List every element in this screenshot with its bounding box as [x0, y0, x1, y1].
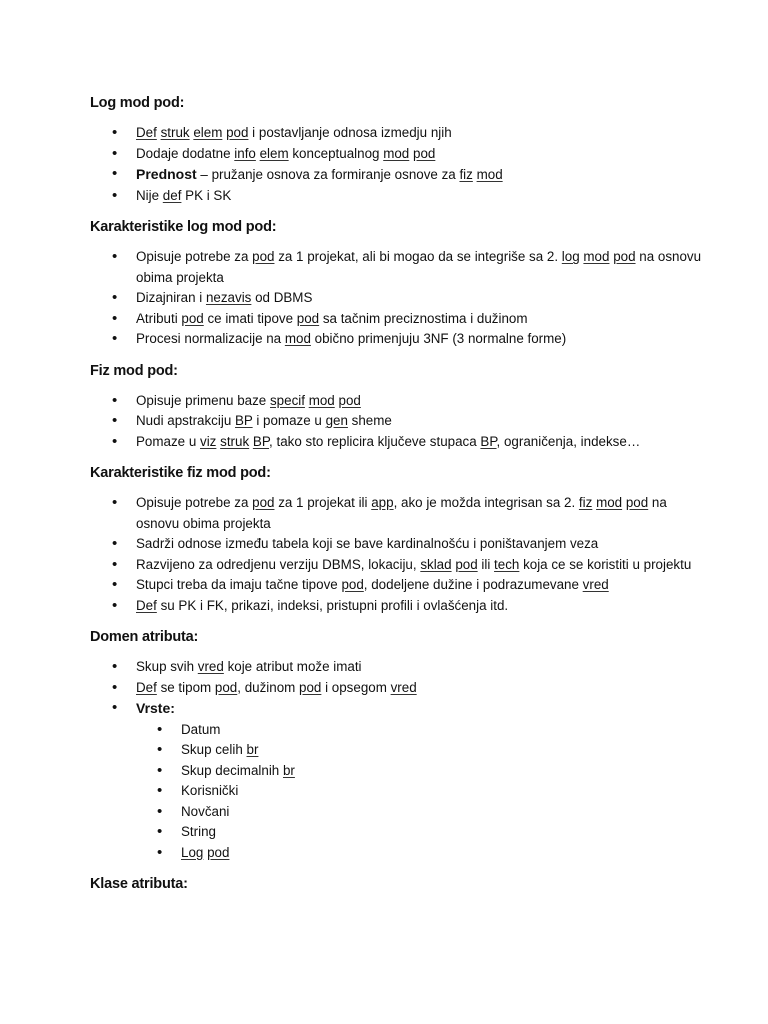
- bullet-list: [90, 493, 708, 616]
- abbreviation: mod: [383, 145, 410, 161]
- text-run: Atributi: [136, 310, 182, 326]
- abbreviation: pod: [455, 556, 478, 572]
- section-heading: Karakteristike fiz mod pod:: [90, 465, 271, 481]
- abbreviation: Log: [181, 844, 204, 860]
- abbreviation: mod: [308, 392, 335, 408]
- text-run: Opisuje potrebe za: [136, 249, 253, 264]
- list-item: [90, 575, 708, 596]
- abbreviation: mod: [596, 495, 623, 510]
- text-run: ili: [477, 556, 495, 572]
- text-run: , dužinom: [237, 679, 300, 695]
- sub-list-item: [136, 802, 708, 823]
- abbreviation: pod: [207, 844, 230, 860]
- list-item: [90, 309, 708, 330]
- text-run: Datum: [181, 721, 221, 737]
- abbreviation: pod: [625, 495, 649, 510]
- abbreviation: br: [246, 742, 259, 757]
- abbreviation: BP: [235, 413, 253, 428]
- list-item: [90, 329, 708, 350]
- list-item: [90, 657, 708, 678]
- text-run: i opsegom: [321, 679, 391, 695]
- text-run: za 1 projekat ili: [274, 495, 372, 510]
- text-run: – pružanje osnova za formiranje osnove za: [196, 167, 460, 182]
- text-run: String: [181, 824, 216, 839]
- text-run: Korisnički: [181, 783, 239, 798]
- bold-term: Vrste:: [136, 700, 175, 716]
- section-heading: Log mod pod:: [90, 95, 185, 111]
- abbreviation: mod: [476, 167, 503, 182]
- text-run: Skup decimalnih: [181, 762, 283, 778]
- sub-list-item: [136, 761, 708, 782]
- section: [90, 94, 708, 206]
- text-run: , tako sto replicira ključeve stupaca: [269, 433, 481, 449]
- text-run: Nije: [136, 187, 163, 203]
- bullet-list: [90, 123, 708, 206]
- text-run: Procesi normalizacije na: [136, 331, 285, 346]
- text-run: obično primenjuju 3NF (3 normalne forme): [310, 331, 567, 346]
- text-run: sa tačnim preciznostima i dužinom: [319, 310, 528, 326]
- abbreviation: nezavis: [205, 290, 252, 305]
- text-run: i pomaze u: [252, 413, 326, 428]
- text-run: na osnovu obima projekta: [136, 495, 667, 531]
- abbreviation: pod: [214, 679, 238, 695]
- document-body: [90, 94, 708, 893]
- bullet-list: [90, 657, 708, 863]
- abbreviation: elem: [193, 125, 223, 140]
- abbreviation: pod: [413, 145, 436, 161]
- section: [90, 362, 708, 453]
- text-run: Stupci treba da imaju tačne tipove: [136, 577, 342, 592]
- text-run: i postavljanje odnosa izmedju njih: [248, 125, 452, 140]
- text-run: Novčani: [181, 803, 230, 819]
- sub-list-item: [136, 720, 708, 741]
- abbreviation: pod: [338, 392, 361, 408]
- abbreviation: vred: [582, 577, 609, 592]
- list-item: [90, 432, 708, 453]
- text-run: Dodaje dodatne: [136, 145, 235, 161]
- list-item: [90, 247, 708, 288]
- list-item: [90, 391, 708, 412]
- text-run: za 1 projekat, ali bi mogao da se integriše sa 2.: [274, 249, 562, 264]
- text-run: Sadrži odnose između tabela koji se bave kardinalnošću i poništavanjem veza: [136, 536, 599, 551]
- abbreviation: Def: [136, 125, 157, 140]
- abbreviation: fiz: [578, 495, 593, 510]
- list-item: [90, 596, 708, 617]
- list-item: [90, 164, 708, 186]
- list-item: [90, 678, 708, 699]
- text-run: koje atribut može imati: [223, 659, 362, 674]
- abbreviation: pod: [252, 495, 275, 510]
- abbreviation: BP: [480, 433, 497, 449]
- bold-term: Prednost: [136, 166, 197, 182]
- list-item: [90, 493, 708, 534]
- abbreviation: struk: [160, 125, 190, 140]
- abbreviation: sklad: [420, 556, 452, 572]
- section-heading: Domen atributa:: [90, 629, 199, 645]
- abbreviation: Def: [136, 597, 157, 613]
- abbreviation: gen: [325, 413, 348, 428]
- text-run: su PK i FK, prikazi, indeksi, pristupni profili i ovlašćenja itd.: [156, 597, 509, 613]
- abbreviation: pod: [299, 679, 322, 695]
- abbreviation: info: [234, 145, 256, 161]
- abbreviation: pod: [296, 310, 320, 326]
- abbreviation: pod: [226, 125, 249, 140]
- section: [90, 464, 708, 616]
- list-item: [90, 144, 708, 165]
- abbreviation: Def: [136, 679, 157, 695]
- section: [90, 628, 708, 863]
- list-item: [90, 534, 708, 555]
- section-heading: Karakteristike log mod pod:: [90, 219, 277, 235]
- abbreviation: br: [282, 762, 295, 778]
- bullet-list: [90, 391, 708, 453]
- abbreviation: vred: [390, 679, 417, 695]
- text-run: , ako je možda integrisan sa 2.: [393, 495, 579, 510]
- abbreviation: struk: [220, 433, 250, 449]
- abbreviation: mod: [583, 249, 610, 264]
- abbreviation: def: [162, 187, 182, 203]
- list-item: [90, 186, 708, 207]
- text-run: Dizajniran i: [136, 290, 206, 305]
- text-run: Opisuje primenu baze: [136, 392, 270, 408]
- abbreviation: app: [371, 495, 394, 510]
- list-item: [90, 288, 708, 309]
- text-run: Opisuje potrebe za: [136, 495, 253, 510]
- section-heading: Fiz mod pod:: [90, 362, 178, 379]
- sub-bullet-list: [136, 720, 708, 864]
- abbreviation: log: [561, 249, 580, 264]
- abbreviation: pod: [252, 249, 275, 264]
- abbreviation: vred: [197, 659, 224, 674]
- text-run: od DBMS: [251, 290, 313, 305]
- text-run: PK i SK: [181, 187, 232, 203]
- section-heading: Klase atributa:: [90, 876, 188, 892]
- sub-list-item: [136, 843, 708, 864]
- list-item: [90, 555, 708, 576]
- list-item: [90, 123, 708, 144]
- text-run: , ograničenja, indekse…: [496, 433, 641, 449]
- text-run: koja ce se koristiti u projektu: [519, 556, 692, 572]
- abbreviation: pod: [613, 249, 636, 264]
- abbreviation: specif: [269, 392, 305, 408]
- text-run: konceptualnog: [288, 145, 384, 161]
- list-item: [90, 698, 708, 863]
- abbreviation: elem: [259, 145, 289, 161]
- text-run: Nudi apstrakciju: [136, 413, 235, 428]
- text-run: Pomaze u: [136, 433, 201, 449]
- list-item: [90, 411, 708, 432]
- text-run: Skup svih: [136, 659, 198, 674]
- text-run: se tipom: [156, 679, 215, 695]
- abbreviation: pod: [341, 577, 364, 592]
- text-run: sheme: [347, 413, 392, 428]
- text-run: Razvijeno za odredjenu verziju DBMS, lokaciju,: [136, 556, 421, 572]
- sub-list-item: [136, 740, 708, 761]
- text-run: , dodeljene dužine i podrazumevane: [363, 577, 583, 592]
- abbreviation: fiz: [459, 167, 473, 182]
- text-run: na osnovu obima projekta: [136, 249, 702, 285]
- text-run: ce imati tipove: [203, 310, 297, 326]
- sub-list-item: [136, 781, 708, 802]
- sub-list-item: [136, 822, 708, 843]
- section: [90, 218, 708, 350]
- abbreviation: BP: [252, 433, 270, 449]
- abbreviation: pod: [181, 310, 204, 326]
- text-run: Skup celih: [181, 742, 247, 757]
- bullet-list: [90, 247, 708, 350]
- section: [90, 875, 708, 893]
- abbreviation: tech: [494, 556, 520, 572]
- abbreviation: mod: [284, 331, 311, 346]
- abbreviation: viz: [200, 433, 217, 449]
